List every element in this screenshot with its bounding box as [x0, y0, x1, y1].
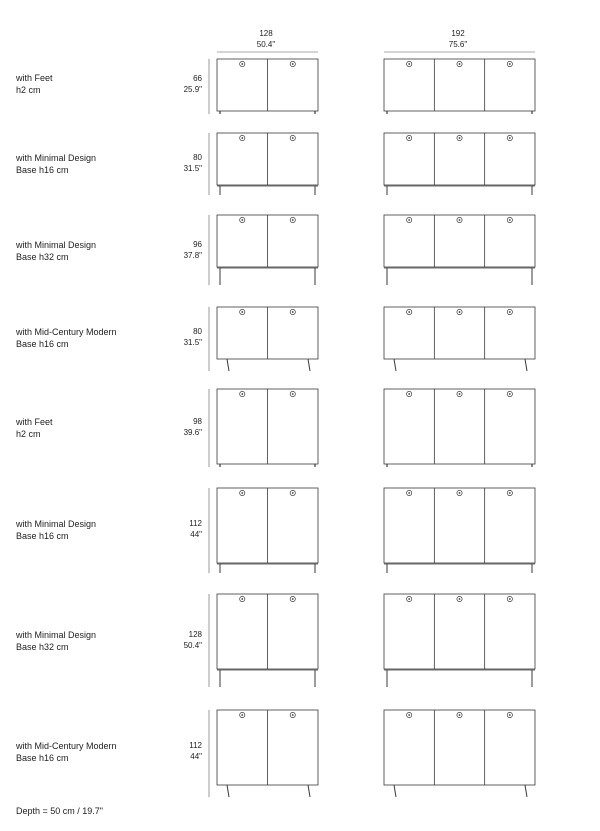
door-knob-dot: [509, 63, 511, 65]
row-height-cm: 112: [189, 519, 202, 528]
tapered-leg-right: [308, 785, 310, 797]
door-knob-dot: [509, 137, 511, 139]
row-label-line1: with Minimal Design: [16, 240, 97, 250]
door-knob-dot: [459, 393, 461, 395]
door-knob-dot: [292, 63, 294, 65]
cabinet-body: [384, 594, 535, 669]
door-knob-dot: [241, 219, 243, 221]
row-height-in: 37.8": [183, 251, 202, 260]
row-height-in: 31.5": [183, 338, 202, 347]
row-height-cm: 80: [193, 327, 202, 336]
door-knob-dot: [241, 63, 243, 65]
row-label-line1: with Minimal Design: [16, 630, 97, 640]
row-height-in: 31.5": [183, 164, 202, 173]
row-height-in: 44": [190, 530, 202, 539]
row-height-in: 44": [190, 752, 202, 761]
door-knob-dot: [292, 137, 294, 139]
row-label-line1: with Minimal Design: [16, 153, 97, 163]
door-knob-dot: [241, 311, 243, 313]
row-label-line2: Base h16 cm: [16, 339, 69, 349]
row-label-line1: with Mid-Century Modern: [16, 327, 117, 337]
cabinet-body: [384, 389, 535, 464]
door-knob-dot: [509, 311, 511, 313]
row-height-in: 50.4": [183, 641, 202, 650]
row-label-line1: with Feet: [16, 73, 53, 83]
door-knob-dot: [408, 393, 410, 395]
tapered-leg-left: [227, 359, 229, 371]
row-height-in: 39.6": [183, 428, 202, 437]
tapered-leg-right: [308, 359, 310, 371]
row-label-line2: Base h16 cm: [16, 531, 69, 541]
row-label-line2: h2 cm: [16, 429, 41, 439]
door-knob-dot: [408, 137, 410, 139]
door-knob-dot: [292, 714, 294, 716]
row-label-line2: Base h32 cm: [16, 642, 69, 652]
tapered-leg-left: [394, 785, 396, 797]
row-height-cm: 112: [189, 741, 202, 750]
door-knob-dot: [292, 393, 294, 395]
tapered-leg-left: [394, 359, 396, 371]
door-knob-dot: [408, 311, 410, 313]
cabinet-body: [384, 488, 535, 563]
depth-note: Depth = 50 cm / 19.7": [16, 806, 103, 816]
door-knob-dot: [408, 714, 410, 716]
door-knob-dot: [459, 137, 461, 139]
door-knob-dot: [408, 219, 410, 221]
door-knob-dot: [408, 492, 410, 494]
door-knob-dot: [241, 492, 243, 494]
door-knob-dot: [241, 598, 243, 600]
door-knob-dot: [459, 714, 461, 716]
door-knob-dot: [292, 311, 294, 313]
door-knob-dot: [459, 63, 461, 65]
column-width-in: 75.6": [448, 40, 468, 49]
door-knob-dot: [509, 714, 511, 716]
door-knob-dot: [241, 137, 243, 139]
tapered-leg-right: [525, 359, 527, 371]
row-height-cm: 128: [188, 630, 202, 639]
door-knob-dot: [241, 393, 243, 395]
row-label-line1: with Feet: [16, 417, 53, 427]
column-width-in: 50.4": [256, 40, 276, 49]
row-label-line2: Base h32 cm: [16, 252, 69, 262]
row-label-line2: Base h16 cm: [16, 753, 69, 763]
door-knob-dot: [459, 311, 461, 313]
door-knob-dot: [459, 492, 461, 494]
door-knob-dot: [459, 219, 461, 221]
door-knob-dot: [292, 219, 294, 221]
door-knob-dot: [509, 598, 511, 600]
row-label-line1: with Mid-Century Modern: [16, 741, 117, 751]
door-knob-dot: [408, 63, 410, 65]
row-label-line1: with Minimal Design: [16, 519, 97, 529]
door-knob-dot: [509, 393, 511, 395]
door-knob-dot: [241, 714, 243, 716]
door-knob-dot: [408, 598, 410, 600]
cabinet-body: [384, 710, 535, 785]
row-height-cm: 80: [193, 153, 202, 162]
tapered-leg-right: [525, 785, 527, 797]
row-height-cm: 98: [193, 417, 202, 426]
door-knob-dot: [292, 598, 294, 600]
row-height-in: 25.9": [183, 85, 202, 94]
row-label-line2: h2 cm: [16, 85, 41, 95]
door-knob-dot: [509, 492, 511, 494]
row-label-line2: Base h16 cm: [16, 165, 69, 175]
column-width-cm: 192: [451, 29, 465, 38]
tapered-leg-left: [227, 785, 229, 797]
door-knob-dot: [459, 598, 461, 600]
door-knob-dot: [292, 492, 294, 494]
door-knob-dot: [509, 219, 511, 221]
row-height-cm: 66: [193, 74, 202, 83]
row-height-cm: 96: [193, 240, 202, 249]
column-width-cm: 128: [259, 29, 273, 38]
